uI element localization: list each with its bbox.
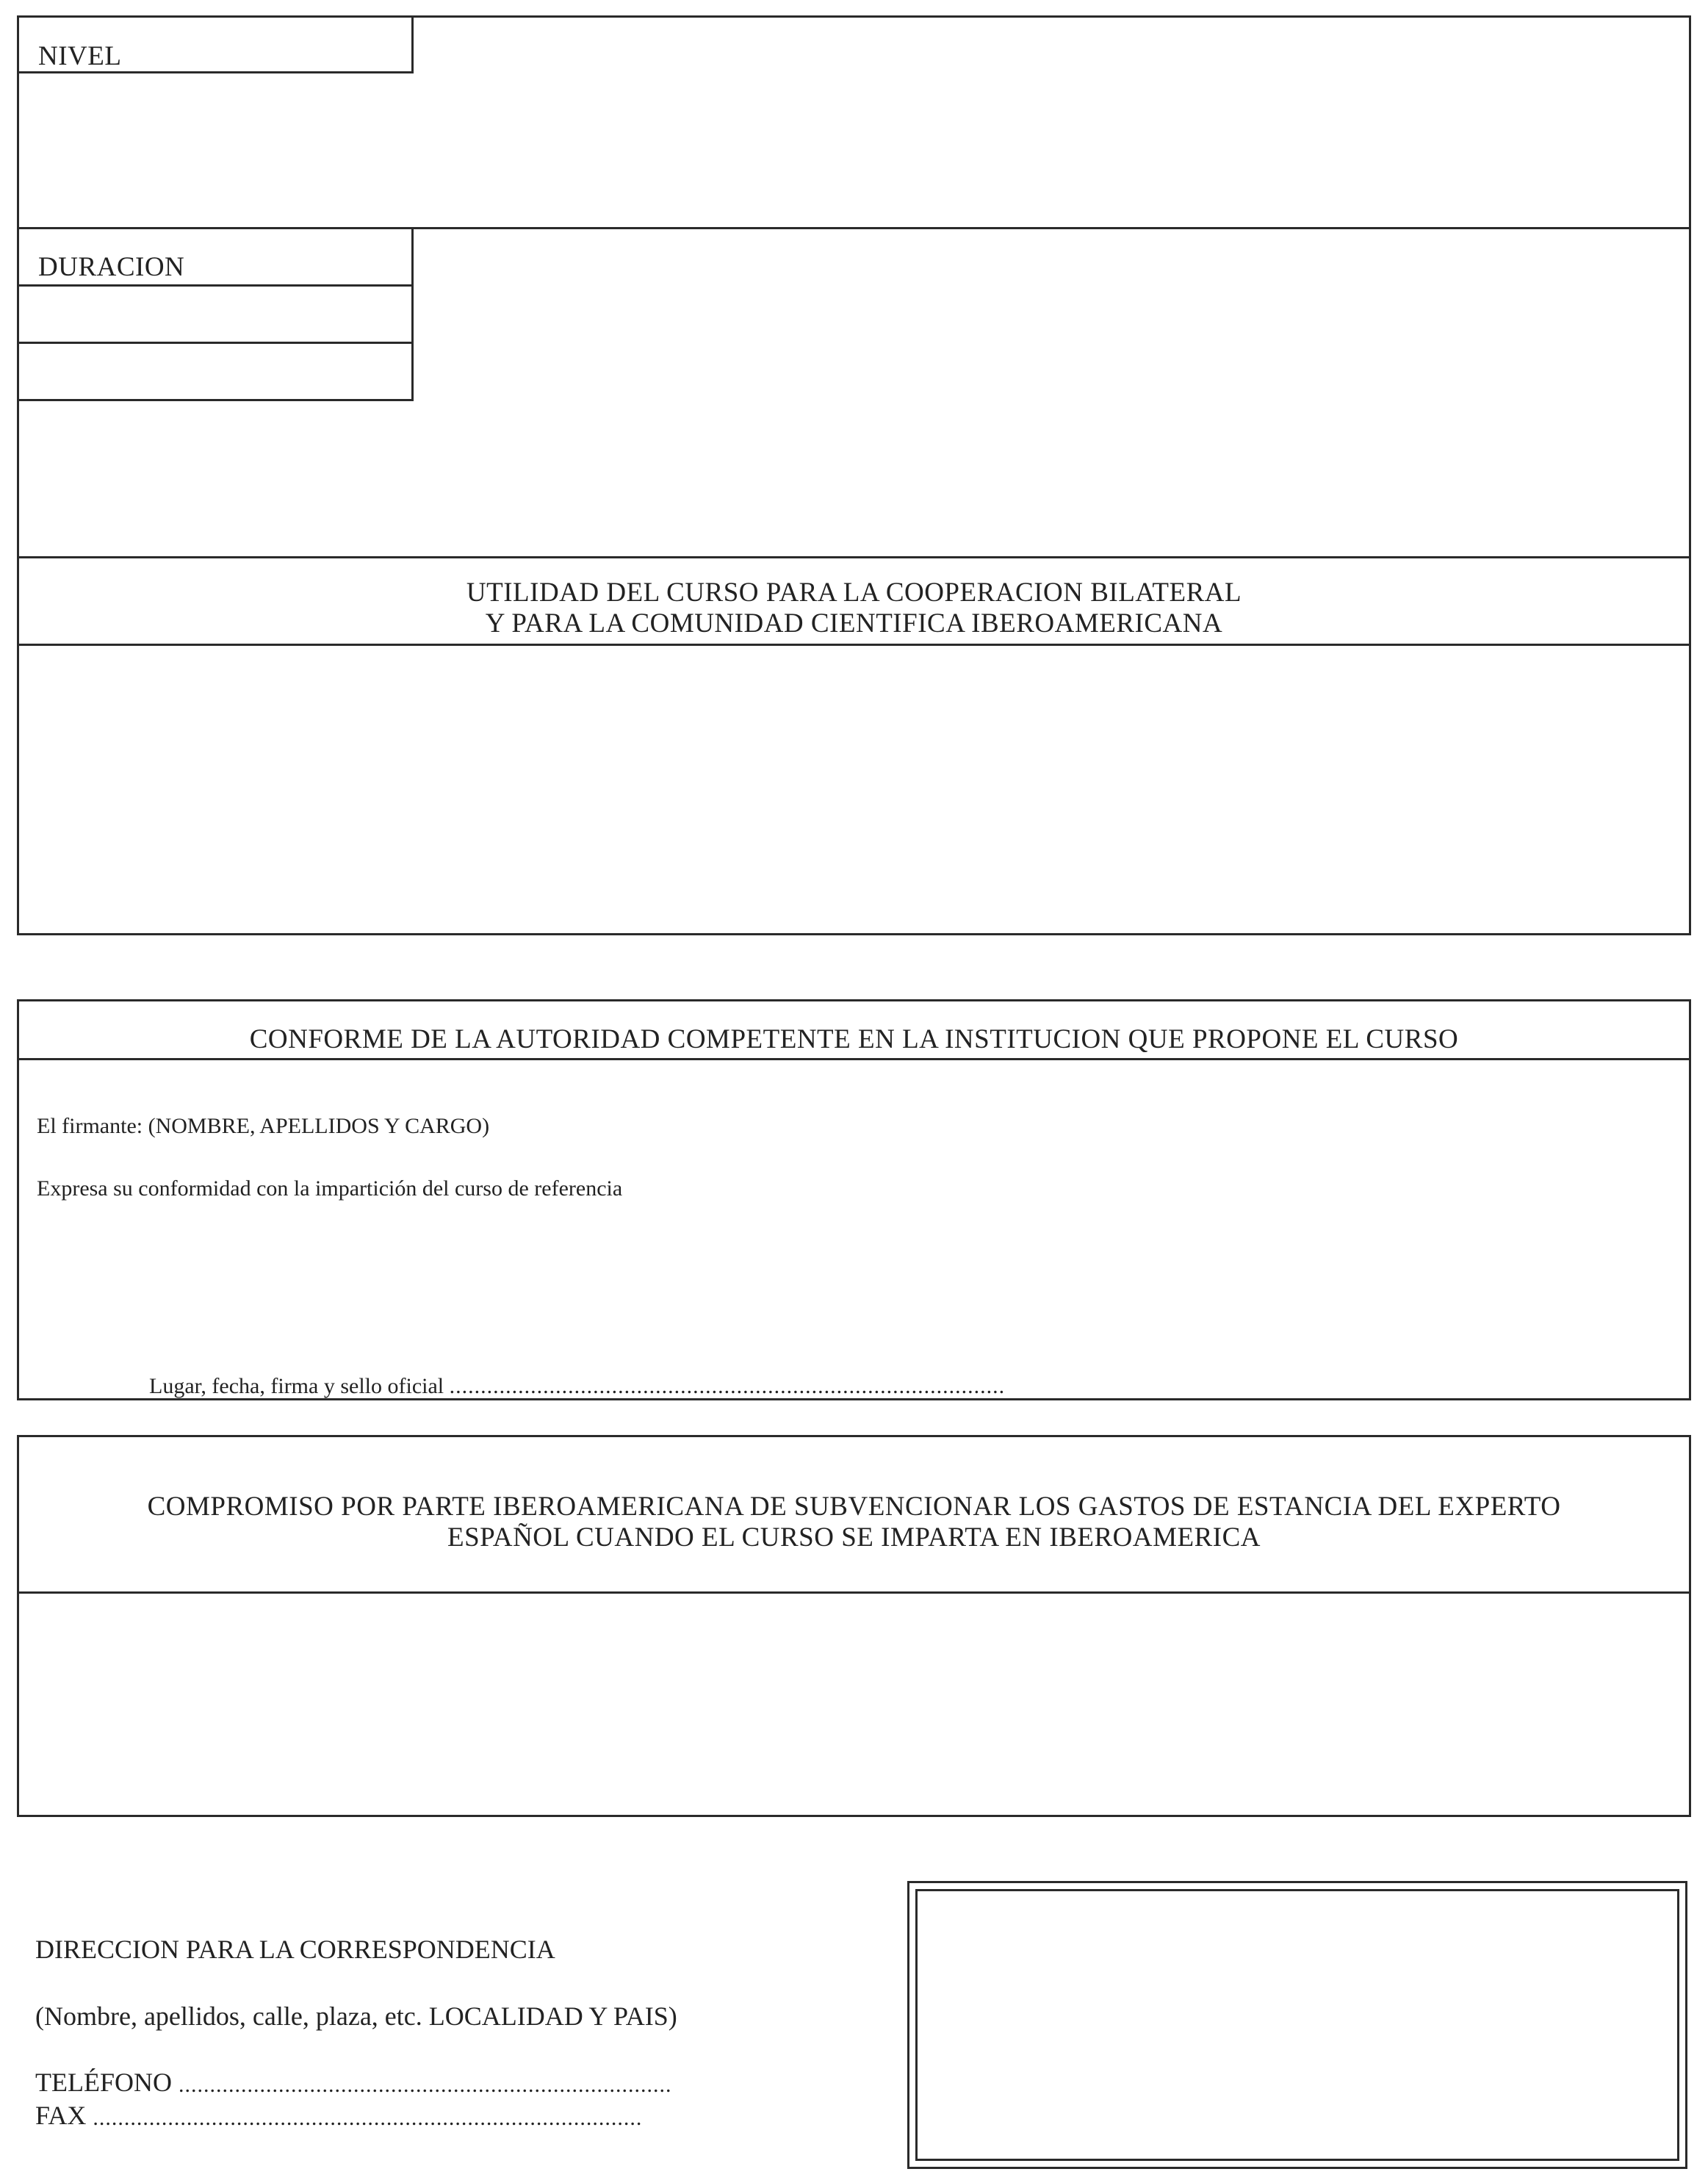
utilidad-header-bottom: [17, 644, 1691, 646]
conforme-lugar-label: Lugar, fecha, firma y sello oficial: [149, 1374, 444, 1398]
compromiso-title-line2: ESPAÑOL CUANDO EL CURSO SE IMPARTA EN IBEROAMERICA: [447, 1522, 1261, 1553]
duracion-cell-divider-2: [17, 342, 414, 344]
conforme-expresa: Expresa su conformidad con la impartición del curso de referencia: [37, 1176, 623, 1201]
conforme-header-bottom: [17, 1058, 1691, 1060]
nivel-cell-border: [411, 15, 414, 73]
duracion-cell-divider-3: [17, 399, 414, 401]
telefono-label: TELÉFONO: [35, 2068, 172, 2097]
telefono-dots: ...............................................................................: [178, 2073, 672, 2097]
conforme-lugar-dots: .........................................................................................: [449, 1374, 1006, 1398]
stamp-box-inner[interactable]: [915, 1889, 1679, 2161]
direccion-fax-line: [35, 2100, 724, 2131]
direccion-telefono-line: [35, 2067, 729, 2098]
utilidad-title-line2: Y PARA LA COMUNIDAD CIENTIFICA IBEROAMERICANA: [485, 608, 1223, 638]
utilidad-title-line1: UTILIDAD DEL CURSO PARA LA COOPERACION BILATERAL: [466, 578, 1242, 608]
direccion-title: DIRECCION PARA LA CORRESPONDENCIA: [35, 1935, 555, 1964]
fax-label: FAX: [35, 2101, 87, 2130]
fax-dots: ........................................................................................: [93, 2106, 643, 2130]
compromiso-title-line1: COMPROMISO POR PARTE IBEROAMERICANA DE SUBVENCIONAR LOS GASTOS DE ESTANCIA DEL EXPERTO: [147, 1492, 1561, 1522]
direccion-subtitle: (Nombre, apellidos, calle, plaza, etc. LOCALIDAD Y PAIS): [35, 2001, 677, 2031]
conforme-signature-line: [149, 1374, 1006, 1399]
duracion-cell-border: [411, 227, 414, 400]
compromiso-title: [17, 1492, 1691, 1553]
duracion-field[interactable]: [416, 229, 1689, 555]
duracion-label: DURACION: [38, 252, 185, 282]
conforme-firmante: El firmante: (NOMBRE, APELLIDOS Y CARGO): [37, 1114, 490, 1138]
compromiso-field[interactable]: [19, 1594, 1689, 1815]
utilidad-field[interactable]: [19, 647, 1689, 933]
utilidad-header-top: [17, 556, 1691, 558]
compromiso-header-bottom: [17, 1591, 1691, 1594]
duracion-cell-divider-1: [17, 284, 414, 287]
nivel-field[interactable]: [416, 18, 1689, 226]
conforme-title: CONFORME DE LA AUTORIDAD COMPETENTE EN LA INSTITUCION QUE PROPONE EL CURSO: [249, 1024, 1459, 1054]
nivel-label: NIVEL: [38, 41, 122, 71]
utilidad-title: [17, 578, 1691, 639]
